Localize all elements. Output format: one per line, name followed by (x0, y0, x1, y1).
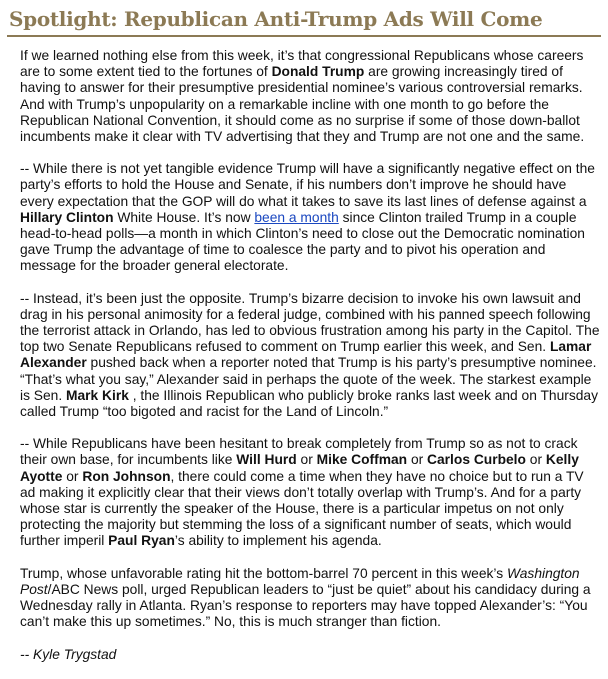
paragraph-intro (20, 48, 600, 145)
name-ron-johnson: Ron Johnson (82, 468, 171, 484)
name-will-hurd: Will Hurd (236, 452, 297, 468)
paragraph-text: , the Illinois Republican who publicly broke ranks last week and on Thursday called Trump “too bigoted and racist for the Land of Lincoln.” (20, 387, 599, 420)
article-title: Spotlight: Republican Anti-Trump Ads Will Come (9, 7, 543, 31)
paragraph-poll (20, 566, 600, 631)
paragraph-incumbents (20, 436, 600, 549)
author-byline (20, 647, 600, 663)
paragraph-text: since Clinton trailed Trump in a couple head-to-head polls—a month in which Clinton’s need to close out the Democratic nomination gave Trump the advantage of time to coalesce the party and to pivot his operation and message for the broader general electorate. (20, 209, 585, 274)
paragraph-text: -- While Republicans have been hesitant to break completely from Trump so as not to crack their own base, for incumbents like (20, 436, 578, 468)
paragraph-text: or (525, 452, 546, 468)
paragraph-text: /ABC News poll, urged Republican leaders to “just be quiet” about his candidacy during a Wednesday rally in Atlanta. Ryan’s response to reporters may have topped Alexander’s: “You can’t make this up sometimes.” No, this is much stranger than fiction. (20, 581, 591, 630)
byline-text: -- Kyle Trygstad (20, 646, 117, 662)
paragraph-text: White House. It’s now (113, 209, 255, 225)
paragraph-text: -- Instead, it’s been just the opposite. Trump’s bizarre decision to invoke his own lawsuit and drag in his personal animosity for a federal judge, combined with his panned speech following the terrorist attack in Orlando, has led to obvious frustration among his party in the Capitol. The top two Senate Republicans refused to comment on Trump earlier this week, and Sen. (20, 290, 600, 355)
publication-name: Washington Post (20, 565, 580, 597)
paragraph-text: -- While there is not yet tangible evidence Trump will have a significantly negative effect on the party’s efforts to hold the House and Senate, if his numbers don’t improve he should have every expectation that the GOP will do what it takes to save its last lines of defense against a (20, 161, 595, 209)
paragraph-text: ’s ability to implement his agenda. (174, 533, 382, 549)
name-mike-coffman: Mike Coffman (316, 452, 408, 468)
paragraph-text: Trump, whose unfavorable rating hit the bottom-barrel 70 percent in this week’s (20, 565, 507, 581)
paragraph-text: or (407, 452, 428, 468)
paragraph-text: or (296, 452, 317, 468)
title-divider (7, 35, 601, 37)
name-mark-kirk: Mark Kirk (66, 387, 129, 403)
name-carlos-curbelo: Carlos Curbelo (427, 452, 526, 468)
name-hillary-clinton: Hillary Clinton (20, 209, 114, 225)
paragraph-text: pushed back when a reporter noted that Trump is his party’s presumptive nominee. “That’s what you say,” Alexander said in perhaps the quote of the week. The starkest example is Sen. (20, 355, 597, 403)
article-body (20, 48, 600, 679)
name-donald-trump: Donald Trump (271, 64, 365, 80)
paragraph-text: are growing increasingly tired of having to answer for their presumptive presidential nominee’s various controversial remarks. And with Trump’s unpopularity on a remarkable incline with one month to go before the Republican National Convention, it should come as no surprise if some of those down-ballot incumbents make it clear with TV advertising that they and Trump are not one and the same. (20, 64, 585, 145)
paragraph-text: If we learned nothing else from this week, it’s that congressional Republicans whose careers are to some extent tied to the fortunes of (20, 48, 584, 80)
been-a-month-link[interactable]: been a month (254, 209, 339, 225)
name-kelly-ayotte: Kelly Ayotte (20, 452, 579, 484)
paragraph-text: , there could come a time when they have no choice but to run a TV ad making it explicitly clear that their views don’t totally overlap with Trump’s. And for a party whose star is currently the speaker of the House, there is a particular impetus on not only protecting the majority but stemming the loss of a significant number of seats, which would further imperil (20, 468, 584, 549)
name-paul-ryan: Paul Ryan (108, 533, 175, 549)
paragraph-opposite (20, 291, 600, 421)
name-lamar-alexander: Lamar Alexander (20, 339, 592, 371)
paragraph-text: or (62, 468, 83, 484)
paragraph-evidence (20, 161, 600, 274)
